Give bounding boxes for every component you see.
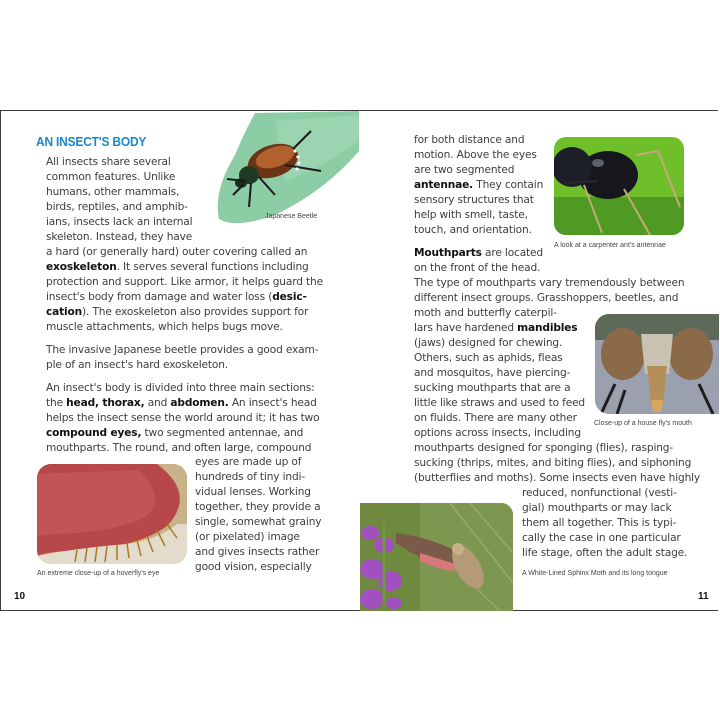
text-line: and mosquitos, have piercing- — [414, 367, 571, 379]
term-abdomen: abdomen. — [170, 397, 229, 409]
text-line: helps the insect sense the world around it; it has two — [46, 412, 320, 424]
text-line: are two segmented — [414, 164, 515, 176]
left-body-text — [46, 155, 323, 456]
text-line — [46, 426, 323, 441]
housefly-caption: Close-up of a house fly's mouth — [594, 420, 692, 427]
text-fragment: and — [144, 397, 171, 409]
hoverfly-eye-photo — [37, 464, 187, 564]
text-line: protection and support. Like armor, it helps guard the — [46, 276, 323, 288]
left-page — [1, 111, 361, 610]
moth-caption: A White-Lined Sphinx Moth and its long tongue — [522, 570, 668, 577]
text-fragment: insect's body from damage and water loss ( — [46, 291, 273, 303]
term-desiccation: desic- — [272, 291, 307, 303]
text-line: birds, reptiles, and amphib- — [46, 201, 188, 213]
text-line: hundreds of tiny indi- — [195, 471, 305, 483]
text-line — [46, 396, 323, 411]
text-line: sucking mouthparts that are a — [414, 382, 571, 394]
text-line — [46, 260, 323, 275]
text-line: life stage, often the adult stage. — [522, 547, 688, 559]
text-fragment: ). The exoskeleton also provides support for — [82, 306, 309, 318]
text-line: common features. Unlike — [46, 171, 176, 183]
text-line: muscle attachments, which helps bugs move. — [46, 321, 283, 333]
book-spread — [0, 110, 718, 611]
term-mouthparts: Mouthparts — [414, 247, 482, 259]
text-line: together, they provide a — [195, 501, 321, 513]
text-line: vidual lenses. Working — [195, 486, 311, 498]
text-fragment: They contain — [473, 179, 544, 191]
hoverfly-caption: An extreme close-up of a hoverfly's eye — [37, 570, 160, 577]
text-line: mouthparts. The round, and often large, compound — [46, 442, 312, 454]
text-line: different insect groups. Grasshoppers, beetles, and — [414, 292, 679, 304]
text-line — [46, 305, 323, 320]
text-line: motion. Above the eyes — [414, 149, 537, 161]
term-mandibles: mandibles — [517, 322, 578, 334]
text-line: The type of mouthparts vary tremendously between — [414, 277, 685, 289]
text-line: help with smell, taste, — [414, 209, 528, 221]
text-line: ians, insects lack an internal — [46, 216, 193, 228]
text-line: touch, and orientation. — [414, 224, 532, 236]
text-line: reduced, nonfunctional (vesti- — [522, 487, 677, 499]
text-line: a hard (or generally hard) outer covering called an — [46, 246, 308, 258]
text-line: An insect's body is divided into three main sections: — [46, 382, 315, 394]
text-line: eyes are made up of — [195, 456, 302, 468]
text-line: The invasive Japanese beetle provides a good exam- — [46, 344, 319, 356]
text-line — [46, 290, 323, 305]
term-desiccation-cont: cation — [46, 306, 83, 318]
term-compound-eyes: compound eyes, — [46, 427, 142, 439]
term-antennae: antennae. — [414, 179, 474, 191]
text-line: sensory structures that — [414, 194, 534, 206]
text-line: options across insects, including — [414, 427, 581, 439]
text-line: for both distance and — [414, 134, 525, 146]
text-line: skeleton. Instead, they have — [46, 231, 193, 243]
carpenter-ant-photo — [554, 137, 684, 235]
text-line: them all together. This is typi- — [522, 517, 677, 529]
right-page — [360, 111, 718, 610]
text-line: and gives insects rather — [195, 546, 320, 558]
ant-caption: A look at a carpenter ant's antennae — [554, 242, 666, 249]
text-line: sucking (thrips, mites, and biting flies), and siphoning — [414, 457, 692, 469]
text-fragment: . It serves several functions including — [116, 261, 309, 273]
text-line: on fluids. There are many other — [414, 412, 577, 424]
term-exoskeleton: exoskeleton — [46, 261, 117, 273]
text-fragment: are located — [481, 247, 544, 259]
sphinx-moth-photo — [360, 503, 513, 611]
text-line: cally the case in one particular — [522, 532, 681, 544]
text-fragment: two segmented antennae, and — [141, 427, 304, 439]
text-fragment: An insect's head — [228, 397, 317, 409]
text-line: little like straws and used to feed — [414, 397, 586, 409]
text-line: on the front of the head. — [414, 262, 541, 274]
text-line: (jaws) designed for chewing. — [414, 337, 563, 349]
housefly-mouth-photo — [595, 314, 719, 414]
left-wrap-text — [195, 455, 321, 575]
text-line: ple of an insect's hard exoskeleton. — [46, 359, 228, 371]
text-line: (or pixelated) image — [195, 531, 300, 543]
right-wrap-text — [522, 486, 687, 561]
text-line: moth and butterfly caterpil- — [414, 307, 557, 319]
page-number-right: 11 — [698, 591, 709, 602]
text-line: single, somewhat grainy — [195, 516, 322, 528]
beetle-caption: Japanese Beetle — [265, 213, 318, 220]
text-line: Others, such as aphids, fleas — [414, 352, 563, 364]
text-line: gial) mouthparts or may lack — [522, 502, 672, 514]
text-line: All insects share several — [46, 156, 171, 168]
text-fragment: lars have hardened — [414, 322, 518, 334]
text-line: (butterflies and moths). Some insects even have highly — [414, 472, 701, 484]
section-heading: AN INSECT'S BODY — [36, 134, 147, 149]
term-head-thorax: head, thorax, — [66, 397, 145, 409]
text-line: mouthparts designed for sponging (flies), rasping- — [414, 442, 674, 454]
text-fragment: the — [46, 397, 67, 409]
page-number-left: 10 — [14, 591, 26, 602]
text-line: humans, other mammals, — [46, 186, 180, 198]
text-line: good vision, especially — [195, 561, 312, 573]
